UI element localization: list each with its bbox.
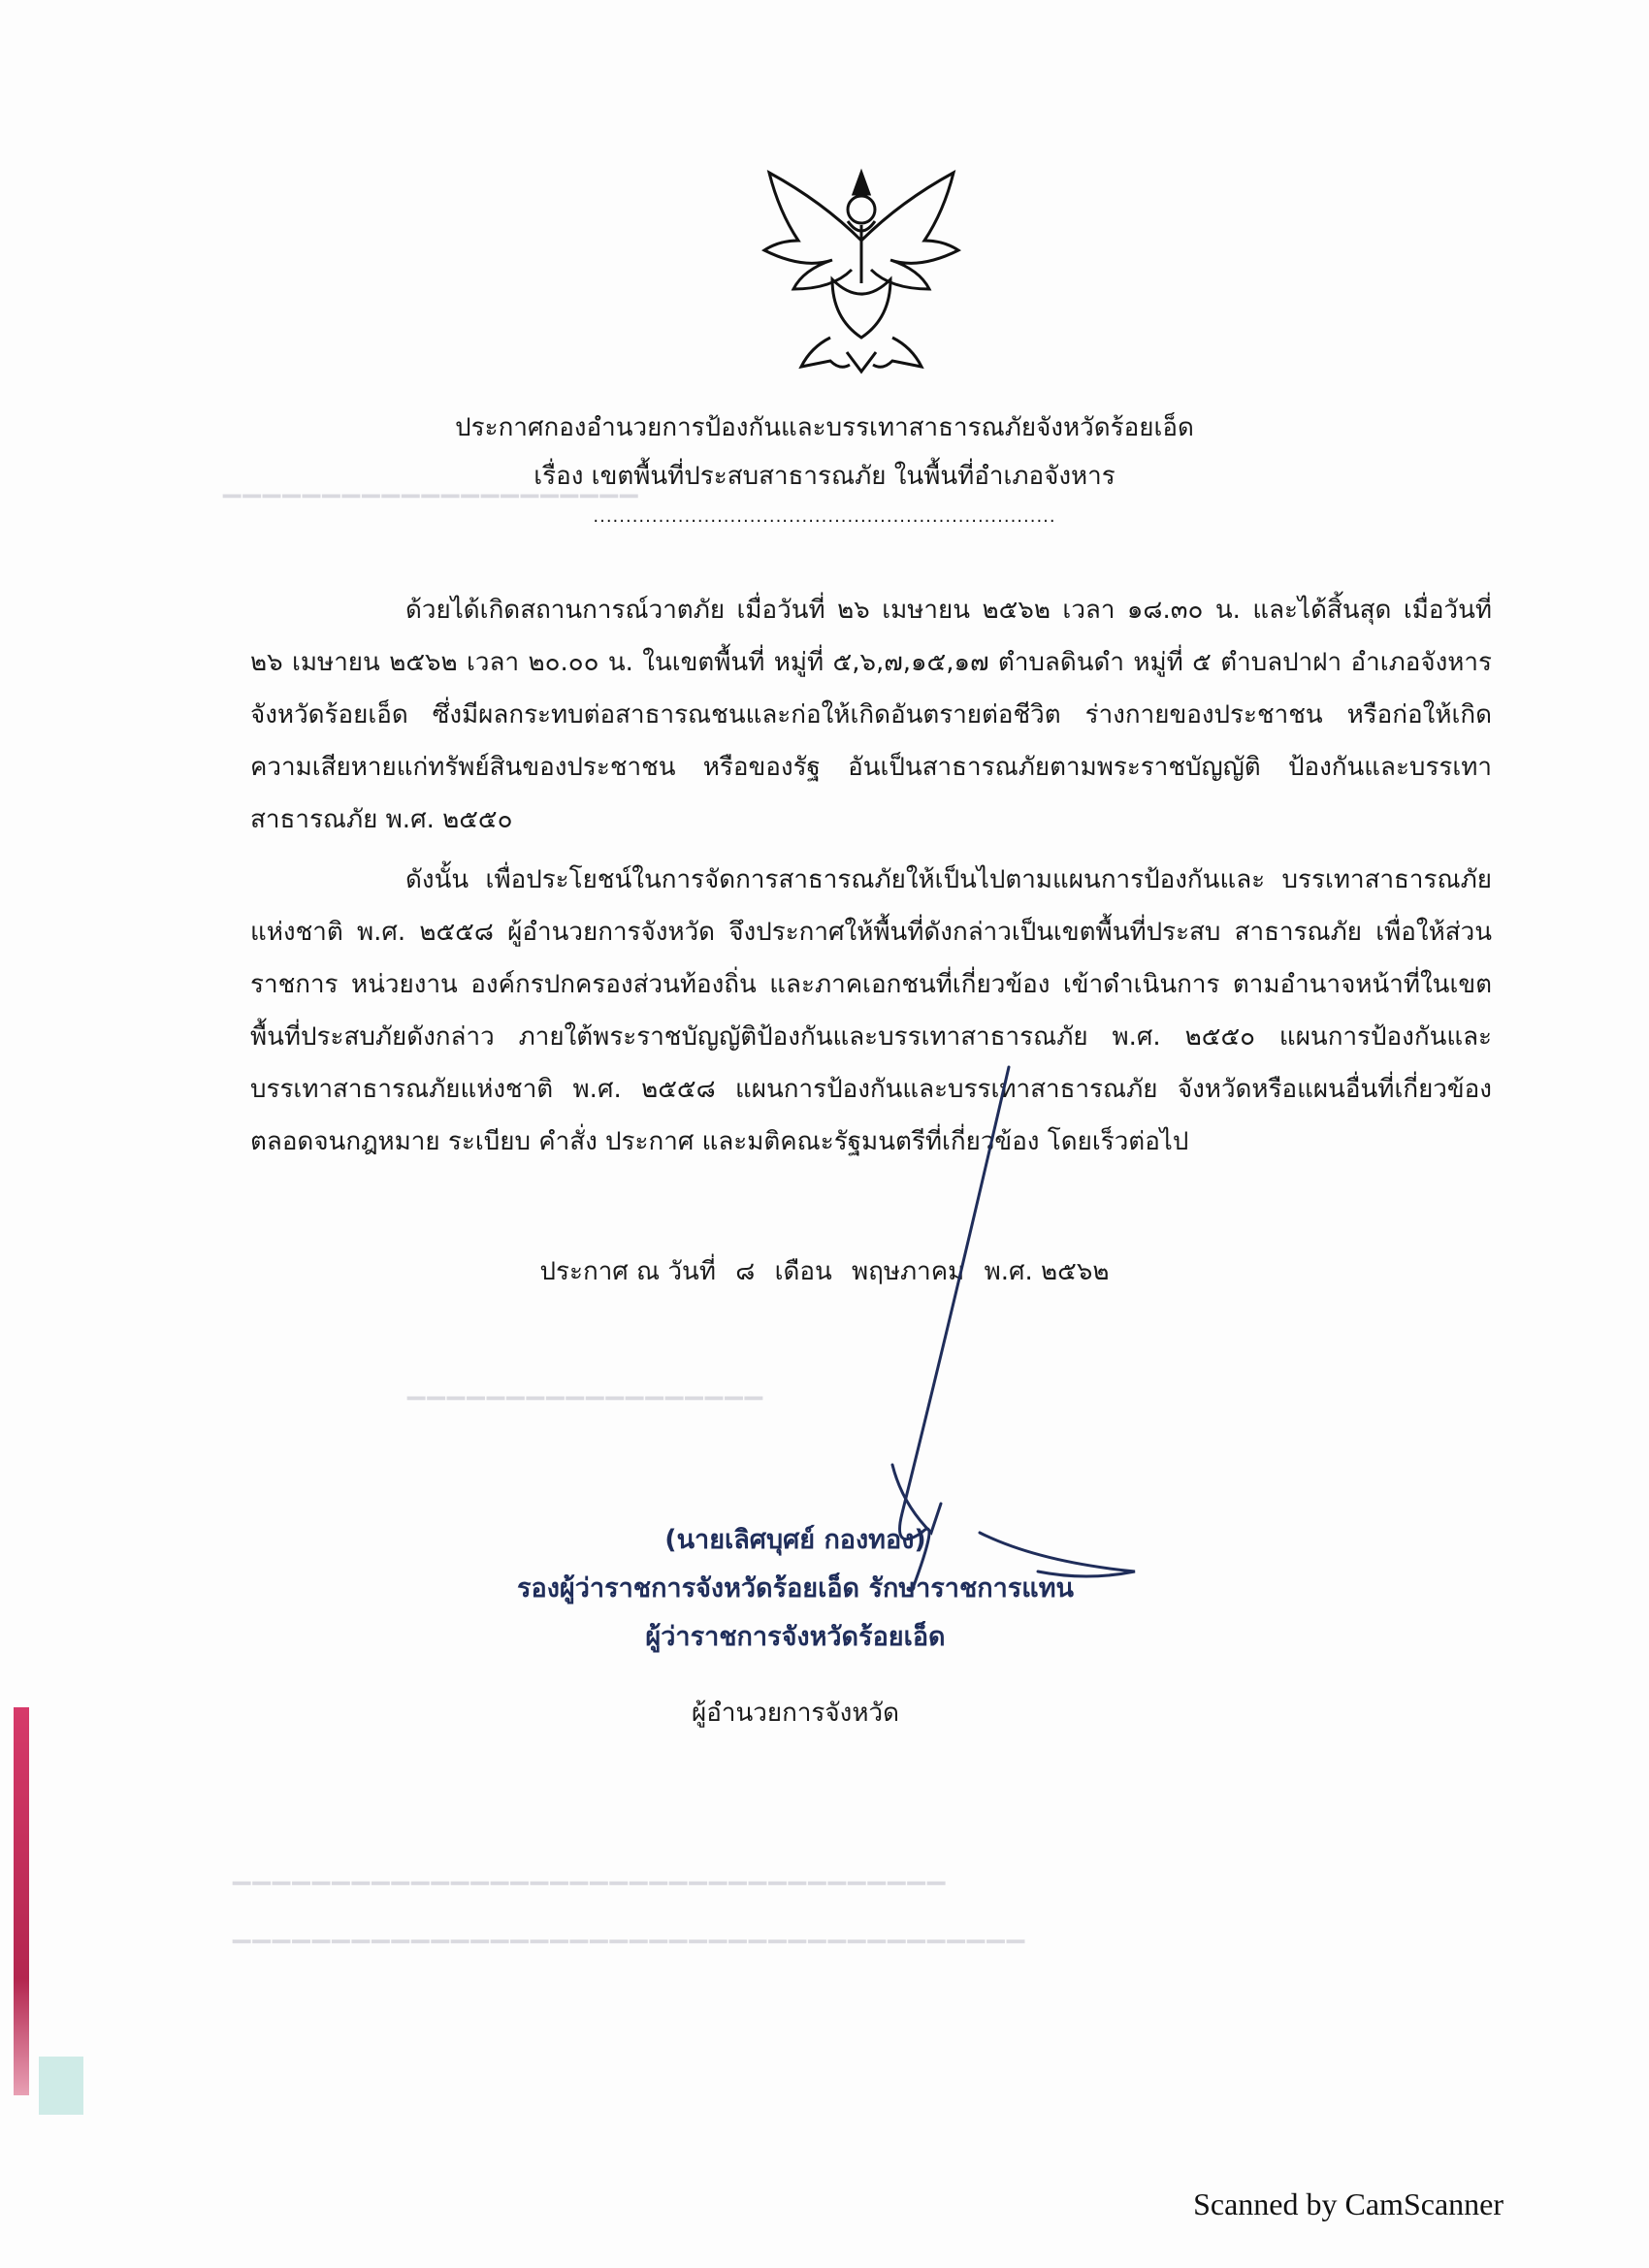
bleed-through-text: ▔▔▔▔▔▔▔▔▔▔▔▔▔▔▔▔▔▔▔▔▔ (223, 495, 640, 522)
paragraph-declaration: ดังนั้น เพื่อประโยชน์ในการจัดการสาธารณภัยให้เป็นไปตามแผนการป้องกันและ บรรเทาสาธารณภัยแห่งชาติ พ.ศ. ๒๕๕๘ ผู้อำนวยการจังหวัด จึงประกาศให้พื้นที่ดังกล่าวเป็นเขตพื้นที่ประสบ สาธารณภัย เพื่อให้ส่วนราชการ หน่วยงาน องค์กรปกครองส่วนท้องถิ่น และภาคเอกชนที่เกี่ยวข้อง เข้าดำเนินการ ตามอำนาจหน้าที่ในเขตพื้นที่ประสบภัยดังกล่าว ภายใต้พระราชบัญญัติป้องกันและบรรเทาสาธารณภัย พ.ศ. ๒๕๕๐ แผนการป้องกันและบรรเทาสาธารณภัยแห่งชาติ พ.ศ. ๒๕๕๘ แผนการป้องกันและบรรเทาสาธารณภัย จังหวัดหรือแผนอื่นที่เกี่ยวข้อง ตลอดจนกฎหมาย ระเบียบ คำสั่ง ประกาศ และมติคณะรัฐมนตรีที่เกี่ยวข้อง โดยเร็วต่อไป (250, 865, 1492, 1156)
announcement-subject: เรื่อง เขตพื้นที่ประสบสาธารณภัย ในพื้นที่อำเภอจังหาร (534, 462, 1116, 491)
date-month: พฤษภาคม (852, 1257, 965, 1286)
scan-artifact (39, 2057, 83, 2115)
signer-role: ผู้อำนวยการจังหวัด (692, 1699, 899, 1728)
date-line (0, 1251, 1649, 1291)
date-day: ๘ (735, 1257, 756, 1286)
signer-position-2: ผู้ว่าราชการจังหวัดร้อยเอ็ด (645, 1622, 946, 1652)
signer-position: รองผู้ว่าราชการจังหวัดร้อยเอ็ด รักษาราชการแทน (517, 1573, 1074, 1604)
paragraph-incident: ด้วยได้เกิดสถานการณ์วาตภัย เมื่อวันที่ ๒๖ เมษายน ๒๕๖๒ เวลา ๑๘.๓๐ น. และได้สิ้นสุด เมื่อวันที่ ๒๖ เมษายน ๒๕๖๒ เวลา ๒๐.๐๐ น. ในเขตพื้นที่ หมู่ที่ ๕,๖,๗,๑๕,๑๗ ตำบลดินดำ หมู่ที่ ๕ ตำบลปาฝา อำเภอจังหาร จังหวัดร้อยเอ็ด ซึ่งมีผลกระทบต่อสาธารณชนและก่อให้เกิดอันตรายต่อชีวิต ร่างกายของประชาชน หรือก่อให้เกิดความเสียหายแก่ทรัพย์สินของประชาชน หรือของรัฐ อันเป็นสาธารณภัยตามพระราชบัญญัติ ป้องกันและบรรเทาสาธารณภัย พ.ศ. ๒๕๕๐ (250, 596, 1492, 834)
signer-name: (นายเลิศบุศย์ กองทอง) (664, 1525, 926, 1555)
camscanner-watermark: Scanned by CamScanner (1193, 2187, 1504, 2221)
announcement-title: ประกาศกองอำนวยการป้องกันและบรรเทาสาธารณภัยจังหวัดร้อยเอ็ด (455, 413, 1194, 442)
title-separator: ....................................................................... (593, 506, 1056, 527)
bleed-through-text: ▔▔▔▔▔▔▔▔▔▔▔▔▔▔▔▔▔▔▔▔▔▔▔▔▔▔▔▔▔▔▔▔▔▔▔▔ (233, 1882, 948, 1909)
date-prefix: ประกาศ ณ วันที่ (539, 1257, 716, 1286)
bleed-through-text: ▔▔▔▔▔▔▔▔▔▔▔▔▔▔▔▔▔▔ (407, 1397, 765, 1424)
bleed-through-text: ▔▔▔▔▔▔▔▔▔▔▔▔▔▔▔▔▔▔▔▔▔▔▔▔▔▔▔▔▔▔▔▔▔▔▔▔▔▔▔▔ (233, 1940, 1027, 1967)
page-edge-mark (14, 1707, 29, 2095)
garuda-emblem-icon (755, 153, 968, 386)
date-month-label: เดือน (774, 1257, 832, 1286)
date-year: พ.ศ. ๒๕๖๒ (984, 1257, 1110, 1286)
